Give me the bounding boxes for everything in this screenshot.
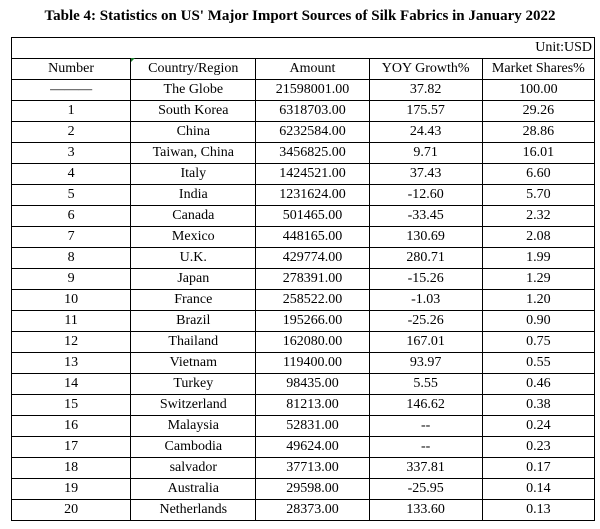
- cell-amount: 98435.00: [256, 374, 369, 395]
- cell-number: 6: [12, 206, 131, 227]
- cell-market-share: 0.24: [482, 416, 594, 437]
- table-row: [12, 143, 595, 164]
- cell-yoy-growth: 175.57: [369, 101, 482, 122]
- cell-number: 19: [12, 479, 131, 500]
- table-row: [12, 206, 595, 227]
- unit-label: Unit:USD: [12, 38, 595, 59]
- table-row: [12, 332, 595, 353]
- cell-comment-marker: [131, 58, 135, 62]
- cell-yoy-growth: 167.01: [369, 332, 482, 353]
- cell-market-share: 5.70: [482, 185, 594, 206]
- cell-market-share: 0.14: [482, 479, 594, 500]
- cell-amount: 28373.00: [256, 500, 369, 521]
- cell-yoy-growth: -12.60: [369, 185, 482, 206]
- cell-country-region: Netherlands: [131, 500, 256, 521]
- cell-number: 3: [12, 143, 131, 164]
- unit-row: [12, 38, 595, 59]
- cell-market-share: 29.26: [482, 101, 594, 122]
- cell-market-share: 0.55: [482, 353, 594, 374]
- cell-country-region: Japan: [131, 269, 256, 290]
- cell-amount: 429774.00: [256, 248, 369, 269]
- cell-market-share: 16.01: [482, 143, 594, 164]
- table-row: [12, 101, 595, 122]
- cell-number: 5: [12, 185, 131, 206]
- cell-number: 11: [12, 311, 131, 332]
- cell-yoy-growth: 337.81: [369, 458, 482, 479]
- cell-yoy-growth: --: [369, 437, 482, 458]
- cell-country-region: The Globe: [131, 80, 256, 101]
- table-row: [12, 311, 595, 332]
- cell-amount: 29598.00: [256, 479, 369, 500]
- cell-country-region: Vietnam: [131, 353, 256, 374]
- cell-number: 20: [12, 500, 131, 521]
- cell-number: 1: [12, 101, 131, 122]
- table-row: [12, 290, 595, 311]
- table-row: [12, 185, 595, 206]
- cell-country-region: China: [131, 122, 256, 143]
- cell-market-share: 0.13: [482, 500, 594, 521]
- header-number: Number: [12, 59, 131, 80]
- cell-number: ———: [12, 80, 131, 101]
- cell-market-share: 0.23: [482, 437, 594, 458]
- cell-yoy-growth: -1.03: [369, 290, 482, 311]
- cell-market-share: 0.90: [482, 311, 594, 332]
- table-row: [12, 374, 595, 395]
- cell-number: 10: [12, 290, 131, 311]
- header-row: [12, 59, 595, 80]
- cell-number: 2: [12, 122, 131, 143]
- cell-country-region: Australia: [131, 479, 256, 500]
- table-row: [12, 416, 595, 437]
- cell-country-region: Canada: [131, 206, 256, 227]
- cell-number: 13: [12, 353, 131, 374]
- table-row: [12, 458, 595, 479]
- cell-number: 17: [12, 437, 131, 458]
- cell-market-share: 0.46: [482, 374, 594, 395]
- cell-amount: 1424521.00: [256, 164, 369, 185]
- table-row: [12, 227, 595, 248]
- cell-amount: 81213.00: [256, 395, 369, 416]
- cell-country-region: Malaysia: [131, 416, 256, 437]
- table-title: Table 4: Statistics on US' Major Import Sources of Silk Fabrics in January 2022: [44, 8, 556, 24]
- cell-yoy-growth: 130.69: [369, 227, 482, 248]
- cell-yoy-growth: 37.82: [369, 80, 482, 101]
- header-yoy-growth: YOY Growth%: [369, 59, 482, 80]
- cell-market-share: 100.00: [482, 80, 594, 101]
- cell-yoy-growth: -25.26: [369, 311, 482, 332]
- cell-country-region: salvador: [131, 458, 256, 479]
- header-country-region: Country/Region: [131, 59, 256, 80]
- import-sources-table: [11, 37, 595, 521]
- cell-market-share: 2.32: [482, 206, 594, 227]
- table-row: [12, 395, 595, 416]
- cell-yoy-growth: 146.62: [369, 395, 482, 416]
- table-row: [12, 164, 595, 185]
- cell-number: 15: [12, 395, 131, 416]
- cell-amount: 21598001.00: [256, 80, 369, 101]
- cell-number: 4: [12, 164, 131, 185]
- cell-country-region: Mexico: [131, 227, 256, 248]
- cell-amount: 448165.00: [256, 227, 369, 248]
- cell-yoy-growth: -15.26: [369, 269, 482, 290]
- cell-yoy-growth: 24.43: [369, 122, 482, 143]
- cell-yoy-growth: 280.71: [369, 248, 482, 269]
- cell-yoy-growth: 133.60: [369, 500, 482, 521]
- cell-amount: 37713.00: [256, 458, 369, 479]
- header-market-shares: Market Shares%: [482, 59, 594, 80]
- cell-country-region: Italy: [131, 164, 256, 185]
- cell-market-share: 1.29: [482, 269, 594, 290]
- table-row: [12, 269, 595, 290]
- cell-market-share: 0.38: [482, 395, 594, 416]
- cell-yoy-growth: 9.71: [369, 143, 482, 164]
- cell-market-share: 0.17: [482, 458, 594, 479]
- cell-number: 7: [12, 227, 131, 248]
- table-row: [12, 122, 595, 143]
- cell-amount: 52831.00: [256, 416, 369, 437]
- cell-amount: 6232584.00: [256, 122, 369, 143]
- cell-amount: 162080.00: [256, 332, 369, 353]
- cell-amount: 258522.00: [256, 290, 369, 311]
- cell-yoy-growth: -25.95: [369, 479, 482, 500]
- cell-amount: 3456825.00: [256, 143, 369, 164]
- cell-yoy-growth: 93.97: [369, 353, 482, 374]
- cell-country-region: Taiwan, China: [131, 143, 256, 164]
- cell-number: 18: [12, 458, 131, 479]
- table-row: [12, 437, 595, 458]
- cell-amount: 49624.00: [256, 437, 369, 458]
- cell-number: 8: [12, 248, 131, 269]
- table-row: [12, 500, 595, 521]
- table-row: [12, 353, 595, 374]
- header-amount: Amount: [256, 59, 369, 80]
- cell-number: 9: [12, 269, 131, 290]
- cell-market-share: 0.75: [482, 332, 594, 353]
- cell-amount: 6318703.00: [256, 101, 369, 122]
- cell-number: 16: [12, 416, 131, 437]
- cell-amount: 1231624.00: [256, 185, 369, 206]
- cell-country-region: South Korea: [131, 101, 256, 122]
- cell-yoy-growth: 5.55: [369, 374, 482, 395]
- cell-amount: 119400.00: [256, 353, 369, 374]
- table-row: [12, 479, 595, 500]
- cell-country-region: U.K.: [131, 248, 256, 269]
- cell-market-share: 1.99: [482, 248, 594, 269]
- cell-yoy-growth: -33.45: [369, 206, 482, 227]
- cell-amount: 501465.00: [256, 206, 369, 227]
- table-row: [12, 248, 595, 269]
- cell-country-region: France: [131, 290, 256, 311]
- cell-number: 12: [12, 332, 131, 353]
- cell-market-share: 2.08: [482, 227, 594, 248]
- cell-country-region: Switzerland: [131, 395, 256, 416]
- cell-amount: 195266.00: [256, 311, 369, 332]
- cell-country-region: Brazil: [131, 311, 256, 332]
- cell-yoy-growth: 37.43: [369, 164, 482, 185]
- cell-country-region: Thailand: [131, 332, 256, 353]
- cell-yoy-growth: --: [369, 416, 482, 437]
- table-row: [12, 80, 595, 101]
- cell-market-share: 28.86: [482, 122, 594, 143]
- cell-country-region: India: [131, 185, 256, 206]
- cell-number: 14: [12, 374, 131, 395]
- cell-country-region: Cambodia: [131, 437, 256, 458]
- cell-country-region: Turkey: [131, 374, 256, 395]
- cell-market-share: 1.20: [482, 290, 594, 311]
- cell-market-share: 6.60: [482, 164, 594, 185]
- cell-amount: 278391.00: [256, 269, 369, 290]
